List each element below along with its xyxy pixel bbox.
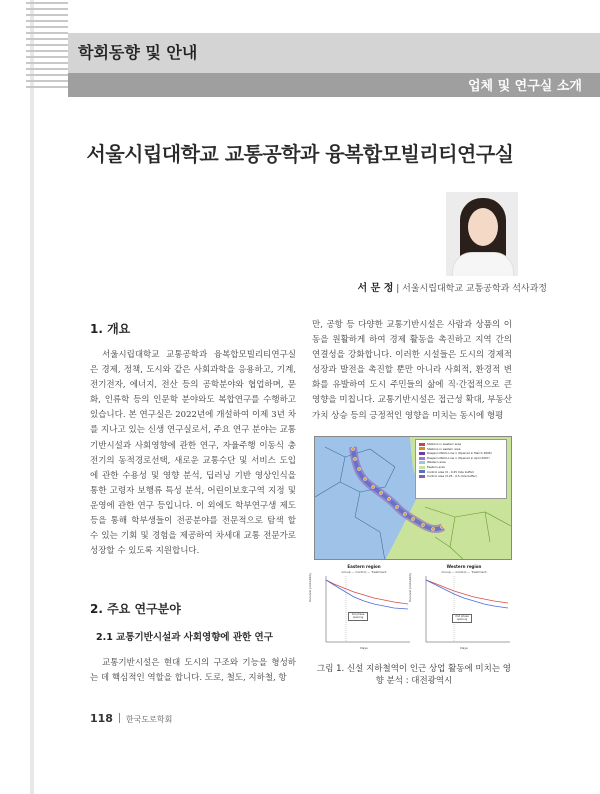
author-line: 서 문 정 | 서울시립대학교 교통공학과 석사과정 <box>357 283 547 294</box>
section2-paragraph-left: 교통기반시설은 현대 도시의 구조와 기능을 형성하는 데 핵심적인 역할을 합니다. 도로, 철도, 지하철, 항 <box>90 658 296 684</box>
phase-annotation: 2nd phase opening <box>452 614 472 623</box>
panel-xlabel: Days <box>460 646 468 650</box>
panel-xlabel: Days <box>360 646 368 650</box>
figure-caption: 그림 1. 신설 지하철역이 인근 상업 활동에 미치는 영향 분석 : 대전광역시 <box>317 664 511 686</box>
page-title: 서울시립대학교 교통공학과 융복합모빌리티연구실 <box>86 142 514 166</box>
survival-panel-east <box>308 564 414 650</box>
survival-curves <box>314 564 414 650</box>
legend-item: Control area (0.25 - 0.5 mile buffer) <box>419 474 503 479</box>
author-name: 서 문 정 <box>357 283 394 294</box>
panel-ylabel: Survival probability <box>308 572 312 602</box>
legend-item: Eastern area <box>419 465 503 470</box>
subsection-title: 업체 및 연구실 소개 <box>467 79 582 94</box>
publisher-name: 한국도로학회 <box>125 715 173 724</box>
legend-item: Western area <box>419 460 503 465</box>
author-affiliation: 서울시립대학교 교통공학과 석사과정 <box>402 284 547 294</box>
header-stripes <box>0 0 68 92</box>
panel-ylabel: Survival probability <box>408 572 412 602</box>
section1-heading: 1. 개요 <box>90 322 131 336</box>
legend-item: Daejeon Metro Line 1 (Opened in April 2007) <box>419 456 503 461</box>
page-footer <box>90 712 172 725</box>
survival-curves <box>414 564 514 650</box>
section-title: 학회동향 및 안내 <box>78 43 198 62</box>
section2-subheading: 2.1 교통기반시설과 사회영향에 관한 연구 <box>96 632 273 643</box>
panel-legend: Group — Control — Treatment <box>341 570 387 574</box>
section2-heading: 2. 주요 연구분야 <box>90 602 181 616</box>
legend-item: Control area (0 - 0.25 mile buffer) <box>419 470 503 475</box>
station-map <box>314 436 512 560</box>
section2-paragraph-right: 만, 공항 등 다양한 교통기반시설은 사람과 상품의 이동을 원활하게 하여 경제 활동을 촉진하고 지역 간의 연결성을 강화합니다. 이러한 시설들은 도시의 경제적 성장과 발전을 촉진할 뿐만 아니라 사회적, 환경적 변화를 유발하여 도시 주민들의 삶에 직·간접적으로 큰 영향을 미칩니다. 교통기반시설은 접근성 확대, 부동산 가치 상승 등의 긍정적인 영향을 미치는 동시에 형평 <box>312 320 512 421</box>
legend-item: Stations in western area <box>419 442 503 447</box>
panel-title: Eastern region <box>347 564 381 569</box>
phase-annotation: 1st phase opening <box>348 612 368 621</box>
section1-paragraph: 서울시립대학교 교통공학과 융복합모빌리티연구실은 경제, 정책, 도시와 같은 사회과학을 응용하고, 기계, 전기전자, 에너지, 전산 등의 공학분야와 협업하며, 문화, 인류학 등의 인문학 분야와도 복합연구를 수행하고 있습니다. 본 연구실은 2022년에 개설하여 이제 3년 차를 지나고 있는 신생 연구실로서, 주요 연구 분야는 교통기반시설과 사회영향에 관한 연구, 자율주행 이동식 충전기의 동적경로선택, 새로운 교통수단 및 서비스 도입에 관한 수용성 및 영향 분석, 딥러닝 기반 영상인식을 통한 고령자 보행류 특성 분석, 어린이보호구역 지정 및 운영에 관한 연구 등입니다. 이 외에도 학부연구생 제도 등을 통해 학부생들이 전공분야를 전문적으로 탐색 할 수 있는 기회 및 경험을 제공하여 차세대 교통 전문가로 성장할 수 있도록 지원합니다. <box>90 350 296 557</box>
panel-legend: Group — Control — Treatment <box>441 570 487 574</box>
panel-title: Western region <box>446 564 482 569</box>
legend-item: Daejeon Metro Line 1 (Opened in March 2006) <box>419 451 503 456</box>
map-legend <box>415 439 507 499</box>
legend-item: Stations in eastern area <box>419 447 503 452</box>
page-number: 118 <box>90 712 113 725</box>
left-margin-bar <box>30 0 34 794</box>
author-photo <box>446 192 518 276</box>
survival-panel-west <box>408 564 514 650</box>
